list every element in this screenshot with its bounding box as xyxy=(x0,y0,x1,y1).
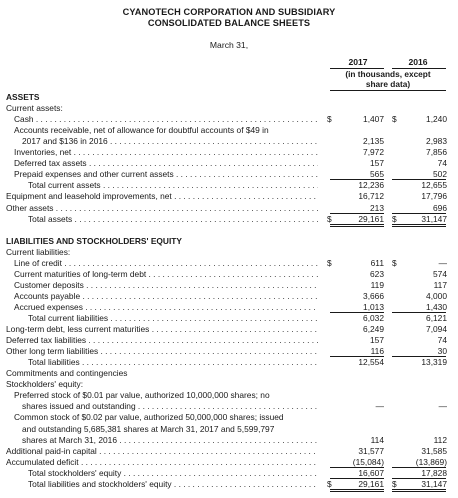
statement-date: March 31, xyxy=(209,40,249,50)
row-label-wrap xyxy=(6,368,318,379)
row-label: Current liabilities: xyxy=(6,247,71,257)
table-row xyxy=(0,313,458,324)
value-2017: 16,607 xyxy=(358,468,384,478)
value-2016: 31,585 xyxy=(421,446,447,456)
row-label-wrap xyxy=(14,302,318,313)
row-label: Other assets . . . xyxy=(6,203,318,213)
section-heading xyxy=(0,92,458,103)
value-2017: 119 xyxy=(370,280,384,290)
units-note-line1: (in thousands, except xyxy=(345,69,431,79)
total-double-line-2016 xyxy=(392,489,446,492)
row-label-wrap xyxy=(14,158,318,169)
row-label: Long-term debt, less current maturities . . . xyxy=(6,324,318,334)
value-2016: 2,983 xyxy=(426,136,447,146)
row-label-wrap xyxy=(6,457,318,468)
row-label-wrap xyxy=(6,247,318,258)
row-label: Total assets . . . xyxy=(28,214,318,224)
table-row xyxy=(0,125,458,136)
value-2016: 17,828 xyxy=(421,468,447,478)
row-label: Total liabilities . . . xyxy=(28,357,318,367)
row-label-wrap xyxy=(22,424,318,435)
table-row xyxy=(0,302,458,313)
value-2016: 12,655 xyxy=(421,180,447,190)
value-2017: 565 xyxy=(370,169,384,179)
row-label-wrap xyxy=(6,379,318,390)
row-label: Customer deposits . . . xyxy=(14,280,318,290)
row-label-wrap xyxy=(14,258,318,269)
value-2017: 1,013 xyxy=(363,302,384,312)
value-2017: 157 xyxy=(370,158,384,168)
row-label: Preferred stock of $0.01 par value, authorized 10,000,000 shares; no xyxy=(14,390,270,400)
row-label: Cash . . . xyxy=(14,114,318,124)
row-label: shares at March 31, 2016 . . . xyxy=(22,435,318,445)
row-label-wrap xyxy=(22,136,318,147)
table-row xyxy=(0,147,458,158)
value-2016: 112 xyxy=(433,435,447,445)
row-label-wrap xyxy=(28,468,318,479)
dollar-sign-2017: $ xyxy=(327,258,332,268)
table-row xyxy=(0,247,458,258)
row-label-wrap xyxy=(6,203,318,214)
row-label: Deferred tax assets . . . xyxy=(14,158,318,168)
row-label: Prepaid expenses and other current assets . . . xyxy=(14,169,318,179)
value-2016: 17,796 xyxy=(421,191,447,201)
row-label: Inventories, net . . . xyxy=(14,147,318,157)
table-row xyxy=(0,435,458,446)
table-row xyxy=(0,103,458,114)
table-row xyxy=(0,280,458,291)
row-label: Common stock of $0.02 par value, authorized 50,000,000 shares; issued xyxy=(14,412,284,422)
value-2017: 12,554 xyxy=(358,357,384,367)
row-label-wrap xyxy=(14,269,318,280)
value-2016: 31,147 xyxy=(421,214,447,224)
row-label-wrap xyxy=(22,401,318,412)
units-note-line2: share data) xyxy=(365,79,411,89)
row-label-wrap xyxy=(14,125,318,136)
table-row xyxy=(0,180,458,191)
value-2016: 1,240 xyxy=(426,114,447,124)
value-2017: 623 xyxy=(370,269,384,279)
row-label: Total stockholders' equity . . . xyxy=(28,468,318,478)
table-row xyxy=(0,258,458,269)
value-2016: 74 xyxy=(437,158,447,168)
row-label-wrap xyxy=(6,92,318,103)
value-2016: 13,319 xyxy=(421,357,447,367)
value-2016: 502 xyxy=(433,169,447,179)
value-2017: 12,236 xyxy=(358,180,384,190)
table-row xyxy=(0,401,458,412)
table-row xyxy=(0,114,458,125)
dollar-sign-2016: $ xyxy=(392,479,397,489)
row-label: Current assets: xyxy=(6,103,63,113)
value-2016: 1,430 xyxy=(426,302,447,312)
table-row xyxy=(0,136,458,147)
value-2016: 74 xyxy=(437,335,447,345)
row-label: LIABILITIES AND STOCKHOLDERS' EQUITY xyxy=(6,236,183,246)
row-label-wrap xyxy=(14,147,318,158)
row-label: Other long term liabilities . . . xyxy=(6,346,318,356)
statement-title: CONSOLIDATED BALANCE SHEETS xyxy=(147,18,311,28)
value-2017: — xyxy=(375,401,384,411)
value-2017: 114 xyxy=(370,435,384,445)
table-row xyxy=(0,446,458,457)
row-label: and outstanding 5,685,381 shares at March 31, 2017 and 5,599,797 xyxy=(22,424,275,434)
dollar-sign-2017: $ xyxy=(327,114,332,124)
table-row xyxy=(0,357,458,368)
value-2016: 574 xyxy=(433,269,447,279)
value-2016: 4,000 xyxy=(426,291,447,301)
spacer-row xyxy=(0,225,458,236)
row-label: Commitments and contingencies xyxy=(6,368,128,378)
value-2017: 2,135 xyxy=(363,136,384,146)
row-label-wrap xyxy=(14,291,318,302)
dollar-sign-2016: $ xyxy=(392,114,397,124)
column-2017-header: 2017 xyxy=(348,57,368,67)
row-label: Total liabilities and stockholders' equity . . . xyxy=(28,479,318,489)
value-2017: (15,084) xyxy=(352,457,384,467)
value-2017: 6,032 xyxy=(363,313,384,323)
value-2016: (13,869) xyxy=(415,457,447,467)
row-label: Accounts payable . . . xyxy=(14,291,318,301)
table-row xyxy=(0,335,458,346)
row-label-wrap xyxy=(14,412,318,423)
row-label-wrap xyxy=(6,191,318,202)
value-2016: 117 xyxy=(433,280,447,290)
table-row xyxy=(0,346,458,357)
value-2016: 7,094 xyxy=(426,324,447,334)
row-label-wrap xyxy=(14,280,318,291)
row-label: Total current liabilities . . . xyxy=(28,313,318,323)
value-2017: 116 xyxy=(370,346,384,356)
dollar-sign-2016: $ xyxy=(392,214,397,224)
table-row xyxy=(0,390,458,401)
row-label-wrap xyxy=(6,236,318,247)
row-label-wrap xyxy=(6,103,318,114)
table-row xyxy=(0,468,458,479)
table-row xyxy=(0,158,458,169)
value-2016: 7,856 xyxy=(426,147,447,157)
row-label: Equipment and leasehold improvements, net . . . xyxy=(6,191,318,201)
value-2017: 31,577 xyxy=(358,446,384,456)
row-label: 2017 and $136 in 2016 . . . xyxy=(22,136,318,146)
value-2016: 6,121 xyxy=(426,313,447,323)
value-2017: 6,249 xyxy=(363,324,384,334)
table-row xyxy=(0,412,458,423)
table-row xyxy=(0,291,458,302)
row-label-wrap xyxy=(28,357,318,368)
dollar-sign-2017: $ xyxy=(327,479,332,489)
units-note-underline xyxy=(330,90,446,91)
value-2016: 696 xyxy=(433,203,447,213)
row-label: Additional paid-in capital . . . xyxy=(6,446,318,456)
row-label: shares issued and outstanding . . . xyxy=(22,401,318,411)
total-double-line-2017 xyxy=(330,489,384,492)
table-row xyxy=(0,324,458,335)
value-2017: 3,666 xyxy=(363,291,384,301)
value-2017: 157 xyxy=(370,335,384,345)
row-label-wrap xyxy=(14,114,318,125)
table-row xyxy=(0,269,458,280)
table-row xyxy=(0,203,458,214)
row-label-wrap xyxy=(28,180,318,191)
value-2016: 30 xyxy=(437,346,447,356)
row-label-wrap xyxy=(14,169,318,180)
row-label: Accounts receivable, net of allowance for doubtful accounts of $49 in xyxy=(14,125,269,135)
row-label-wrap xyxy=(6,324,318,335)
table-row xyxy=(0,169,458,180)
row-label-wrap xyxy=(22,435,318,446)
row-label: Deferred tax liabilities . . . xyxy=(6,335,318,345)
row-label-wrap xyxy=(6,446,318,457)
row-label: Stockholders' equity: xyxy=(6,379,84,389)
row-label: Total current assets . . . xyxy=(28,180,318,190)
dollar-sign-2017: $ xyxy=(327,214,332,224)
value-2017: 7,972 xyxy=(363,147,384,157)
row-label-wrap xyxy=(14,390,318,401)
column-2016-header: 2016 xyxy=(408,57,428,67)
table-row xyxy=(0,424,458,435)
row-label: Current maturities of long-term debt . . . xyxy=(14,269,318,279)
value-2017: 16,712 xyxy=(358,191,384,201)
row-label-wrap xyxy=(6,335,318,346)
value-2016: 31,147 xyxy=(421,479,447,489)
row-label: Accumulated deficit . . . xyxy=(6,457,318,467)
table-row xyxy=(0,368,458,379)
section-heading xyxy=(0,236,458,247)
value-2016: — xyxy=(438,401,447,411)
value-2017: 611 xyxy=(370,258,384,268)
table-row xyxy=(0,191,458,202)
row-label: Line of credit . . . xyxy=(14,258,318,268)
row-label-wrap xyxy=(28,214,318,225)
row-label: Accrued expenses . . . xyxy=(14,302,318,312)
value-2017: 1,407 xyxy=(363,114,384,124)
value-2017: 213 xyxy=(370,203,384,213)
table-row xyxy=(0,379,458,390)
row-label-wrap xyxy=(28,479,318,490)
row-label-wrap xyxy=(28,313,318,324)
table-row xyxy=(0,457,458,468)
dollar-sign-2016: $ xyxy=(392,258,397,268)
row-label: ASSETS xyxy=(6,92,40,102)
table-row xyxy=(0,214,458,225)
value-2016: — xyxy=(438,258,447,268)
value-2017: 29,161 xyxy=(358,479,384,489)
company-name: CYANOTECH CORPORATION AND SUBSIDIARY xyxy=(122,7,336,17)
value-2017: 29,161 xyxy=(358,214,384,224)
row-label-wrap xyxy=(6,346,318,357)
table-row xyxy=(0,479,458,490)
